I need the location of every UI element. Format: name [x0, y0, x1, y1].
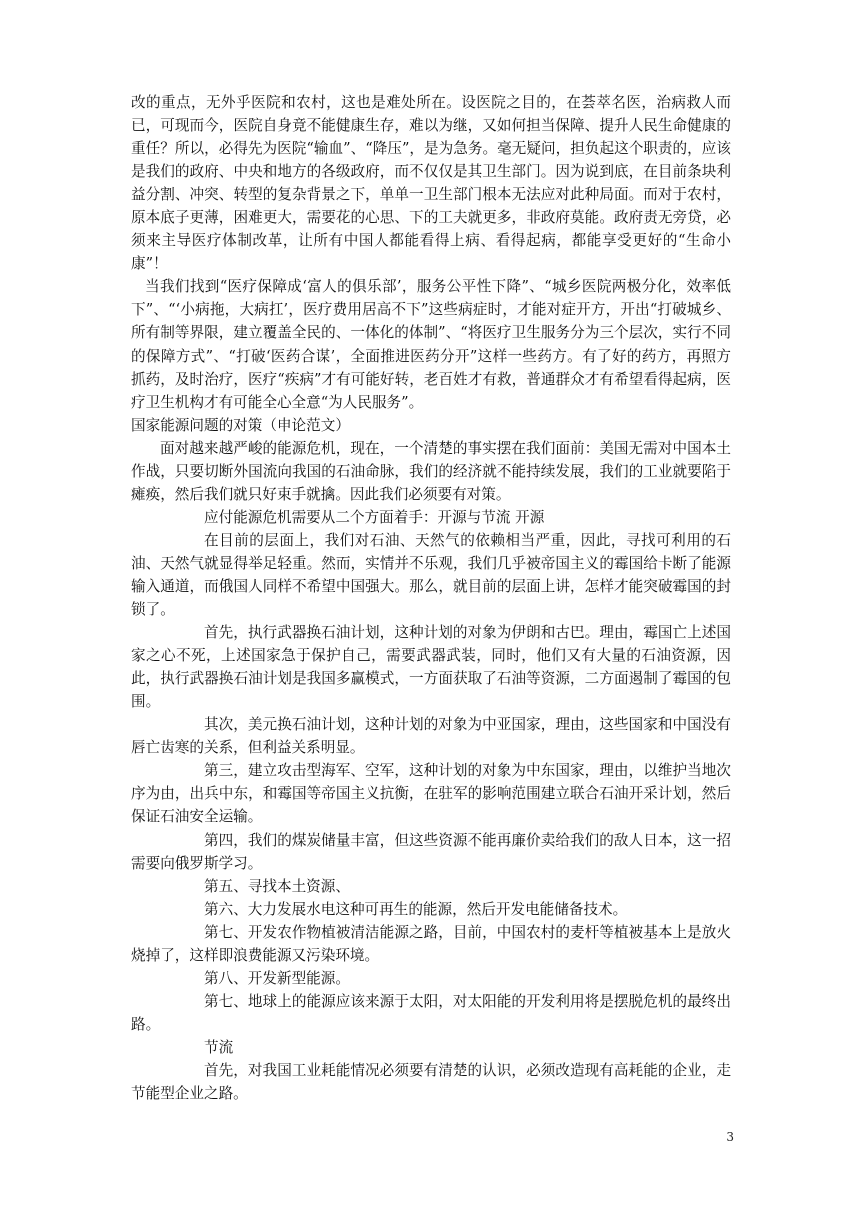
document-body: [131, 91, 731, 1105]
paragraph-healthcare-reform: 改的重点，无外乎医院和农村，这也是难处所在。设医院之目的，在荟萃名医，治病救人而已，可现而今，医院自身竟不能健康生存，难以为继，又如何担当保障、提升人民生命健康的重任？所以，必得先为医院“输血”、“降压”，是为急务。毫无疑问，担负起这个职责的，应该是我们的政府、中央和地方的各级政府，而不仅仅是其卫生部门。因为说到底，在目前条块利益分割、冲突、转型的复杂背景之下，单单一卫生部门根本无法应对此种局面。而对于农村，原本底子更薄，困难更大，需要花的心思、下的工夫就更多，非政府莫能。政府责无旁贷，必须来主导医疗体制改革，让所有中国人都能看得上病、看得起病，都能享受更好的“生命小康”！: [131, 94, 731, 273]
paragraph-navy-airforce: 第三，建立攻击型海军、空军，这种计划的对象为中东国家，理由，以维护当地次序为由，出兵中东，和霉国等帝国主义抗衡，在驻军的影响范围建立联合石油开采计划，然后保证石油安全运输。: [131, 762, 731, 826]
paragraph-coal-reserves: 第四，我们的煤炭储量丰富，但这些资源不能再廉价卖给我们的敌人日本，这一招需要向俄罗斯学习。: [131, 831, 731, 872]
paragraph-two-aspects: 应付能源危机需要从二个方面着手：开源与节流 开源: [204, 508, 545, 526]
paragraph-domestic-resources: 第五、寻找本土资源、: [204, 877, 350, 895]
section-heading-energy: 国家能源问题的对策（申论范文）: [131, 416, 350, 434]
paragraph-industrial-efficiency: 首先，对我国工业耗能情况必须要有清楚的认识，必须改造现有高耗能的企业，走节能型企业之路。: [131, 1061, 731, 1103]
paragraph-solar: 第七、地球上的能源应该来源于太阳，对太阳能的开发利用将是摆脱危机的最终出路。: [131, 992, 731, 1033]
subheading-conservation: 节流: [204, 1038, 234, 1056]
paragraph-energy-crisis-intro: 面对越来越严峻的能源危机，现在，一个清楚的事实摆在我们面前：美国无需对中国本土作战，只要切断外国流向我国的石油命脉，我们的经济就不能持续发展，我们的工业就要陷于瘫痪，然后我们就只好束手就擒。因此我们必须要有对策。: [131, 439, 731, 503]
paragraph-new-energy: 第八、开发新型能源。: [204, 969, 350, 987]
page-number: 3: [726, 1130, 734, 1144]
paragraph-weapons-for-oil: 首先，执行武器换石油计划，这种计划的对象为伊朗和古巴。理由，霉国亡上述国家之心不死，上述国家急于保护自己，需要武器武装，同时，他们又有大量的石油资源，因此，执行武器换石油计划是我国多赢模式，一方面获取了石油等资源，二方面遏制了霉国的包围。: [131, 624, 731, 711]
paragraph-healthcare-prescriptions: 当我们找到“医疗保障成‘富人的俱乐部’，服务公平性下降”、“城乡医院两极分化，效率低下”、“‘小病拖，大病扛’，医疗费用居高不下”这些病症时，才能对症开方，开出“打破城乡、所有制等界限，建立覆盖全民的、一体化的体制”、“将医疗卫生服务分为三个层次，实行不同的保障方式”、“打破‘医药合谋’，全面推进医药分开”这样一些药方。有了好的药方，再照方抓药，及时治疗，医疗“疾病”才有可能好转，老百姓才有救，普通群众才有希望看得起病，医疗卫生机构才有可能全心全意“为人民服务”。: [131, 278, 731, 411]
paragraph-hydropower: 第六、大力发展水电这种可再生的能源，然后开发电能储备技术。: [204, 900, 628, 918]
paragraph-dollars-for-oil: 其次，美元换石油计划，这种计划的对象为中亚国家，理由，这些国家和中国没有唇亡齿寒的关系，但利益关系明显。: [131, 716, 731, 757]
paragraph-current-dependence: 在目前的层面上，我们对石油、天然气的依赖相当严重，因此，寻找可利用的石油、天然气就显得举足轻重。然而，实情并不乐观，我们几乎被帝国主义的霉国给卡断了能源输入通道，而俄国人同样不希望中国强大。那么，就目前的层面上讲，怎样才能突破霉国的封锁了。: [131, 531, 731, 619]
paragraph-biomass: 第七、开发农作物植被清洁能源之路，目前，中国农村的麦杆等植被基本上是放火烧掉了，这样即浪费能源又污染环境。: [131, 923, 731, 964]
